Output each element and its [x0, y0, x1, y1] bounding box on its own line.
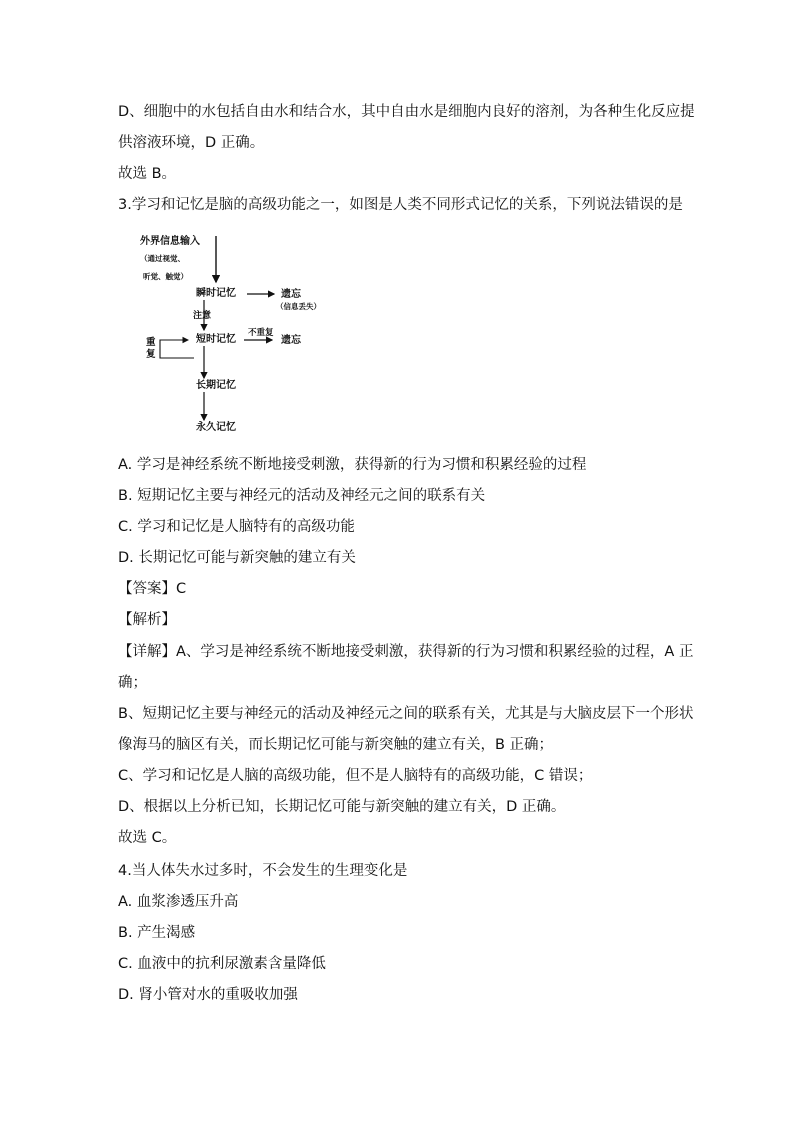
diagram-input-label: 外界信息输入: [140, 236, 200, 247]
diagram-repeat-1: 重: [146, 337, 156, 348]
q3-choose: 故选 C。: [118, 830, 177, 846]
diagram-forget-1: 遗忘: [281, 289, 301, 300]
q4-stem: 4.当人体失水过多时，不会发生的生理变化是: [118, 863, 408, 879]
q3-option-a: A. 学习是神经系统不断地接受刺激，获得新的行为习惯和积累经验的过程: [118, 457, 587, 473]
q3-option-c: C. 学习和记忆是人脑特有的高级功能: [118, 519, 355, 535]
q3-stem: 3.学习和记忆是脑的高级功能之一，如图是人类不同形式记忆的关系，下列说法错误的是: [118, 197, 683, 213]
diagram-repeat-2: 复: [146, 349, 156, 360]
q3-analysis-heading: 【解析】: [118, 612, 176, 628]
diagram-permanent-memory: 永久记忆: [196, 422, 236, 433]
prev-option-d-line1: D、细胞中的水包括自由水和结合水，其中自由水是细胞内良好的溶剂，为各种生化反应提: [118, 104, 695, 120]
diagram-input-sub1: （通过视觉、: [140, 254, 185, 263]
q4-option-a: A. 血浆渗透压升高: [118, 894, 239, 910]
prev-option-d-line2: 供溶液环境，D 正确。: [118, 135, 265, 151]
diagram-input-sub2: 听觉、触觉）: [143, 272, 188, 281]
q4-option-c: C. 血液中的抗利尿激素含量降低: [118, 956, 326, 972]
q3-detail-line2: 确；: [118, 675, 147, 691]
q3-detail-b-line2: 像海马的脑区有关，而长期记忆可能与新突触的建立有关，B 正确；: [118, 737, 554, 753]
diagram-forget-1-sub: （信息丢失）: [276, 302, 321, 311]
q3-detail-d: D、根据以上分析已知，长期记忆可能与新突触的建立有关，D 正确。: [118, 799, 566, 815]
diagram-forget-2: 遗忘: [281, 335, 301, 346]
q3-answer: 【答案】C: [118, 581, 187, 597]
arrow-repeat-loop: [160, 340, 194, 358]
q3-detail-c: C、学习和记忆是人脑的高级功能，但不是人脑特有的高级功能，C 错误；: [118, 768, 593, 784]
diagram-long-term-memory: 长期记忆: [196, 380, 236, 391]
q4-option-d: D. 肾小管对水的重吸收加强: [118, 987, 298, 1003]
q3-detail-line1: 【详解】A、学习是神经系统不断地接受刺激，获得新的行为习惯和积累经验的过程，A 正: [118, 644, 694, 660]
diagram-attention: 注意: [193, 311, 212, 321]
diagram-short-term-memory: 短时记忆: [196, 334, 236, 345]
q3-option-d: D. 长期记忆可能与新突触的建立有关: [118, 550, 356, 566]
diagram-no-repeat: 不重复: [248, 328, 274, 338]
q3-option-b: B. 短期记忆主要与神经元的活动及神经元之间的联系有关: [118, 488, 486, 504]
prev-choose: 故选 B。: [118, 166, 177, 182]
q4-option-b: B. 产生渴感: [118, 925, 196, 941]
memory-diagram: [138, 232, 338, 438]
q3-detail-b-line1: B、短期记忆主要与神经元的活动及神经元之间的联系有关，尤其是与大脑皮层下一个形状: [118, 706, 694, 722]
diagram-sensory-memory: 瞬时记忆: [196, 288, 236, 299]
